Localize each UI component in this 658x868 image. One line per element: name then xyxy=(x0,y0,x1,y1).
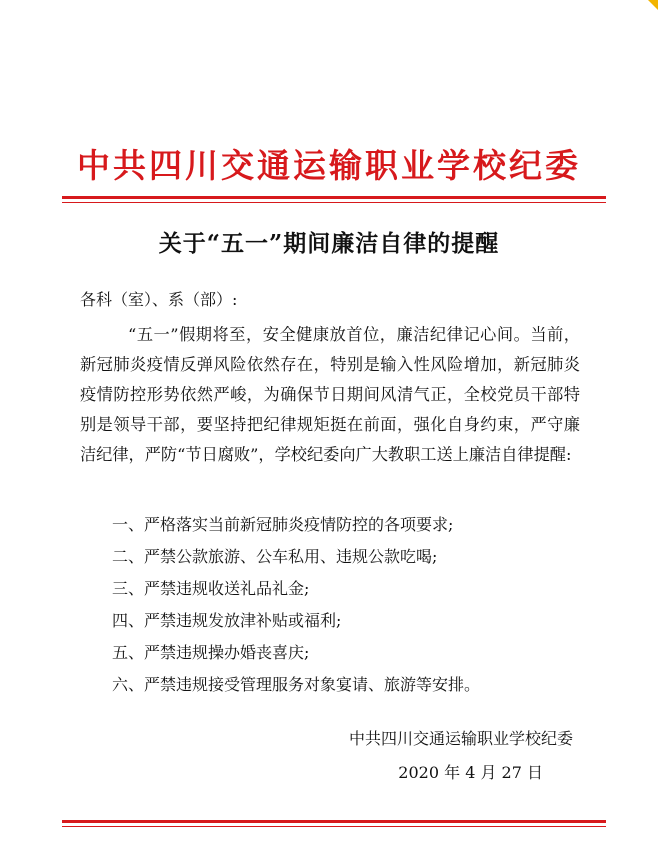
signature-organization: 中共四川交通运输职业学校纪委 xyxy=(348,729,573,748)
header-divider-thin-line xyxy=(62,202,606,203)
salutation: 各科（室）、系（部）: xyxy=(80,290,238,309)
list-item: 一、严格落实当前新冠肺炎疫情防控的各项要求; xyxy=(112,515,454,534)
footer-divider-thick-line xyxy=(62,820,606,823)
header-divider xyxy=(62,196,606,203)
footer-divider xyxy=(62,820,606,827)
document-title: 关于“五一”期间廉洁自律的提醒 xyxy=(158,230,500,257)
list-item: 二、严禁公款旅游、公车私用、违规公款吃喝; xyxy=(112,547,438,566)
signature-block xyxy=(0,722,573,790)
corner-marker xyxy=(648,0,658,10)
footer-divider-thin-line xyxy=(62,826,606,827)
list-item: 六、严禁违规接受管理服务对象宴请、旅游等安排。 xyxy=(112,675,481,694)
signature-date: 2020 年 4 月 27 日 xyxy=(398,763,543,782)
header-divider-thick-line xyxy=(62,196,606,199)
list-item: 五、严禁违规操办婚丧喜庆; xyxy=(112,643,310,662)
reminder-list xyxy=(112,509,480,701)
body-paragraph: “五一”假期将至，安全健康放首位，廉洁纪律记心间。当前，新冠肺炎疫情反弹风险依然存在，特别是输入性风险增加，新冠肺炎疫情防控形势依然严峻，为确保节日期间风清气正，全校党员干部特别是领导干部，要坚持把纪律规矩挺在前面，强化自身约束，严守廉洁纪律，严防“节日腐败”，学校纪委向广大教职工送上廉洁自律提醒: xyxy=(80,325,580,464)
organization-header: 中共四川交通运输职业学校纪委 xyxy=(77,146,581,185)
list-item: 四、严禁违规发放津补贴或福利; xyxy=(112,611,342,630)
list-item: 三、严禁违规收送礼品礼金; xyxy=(112,579,310,598)
